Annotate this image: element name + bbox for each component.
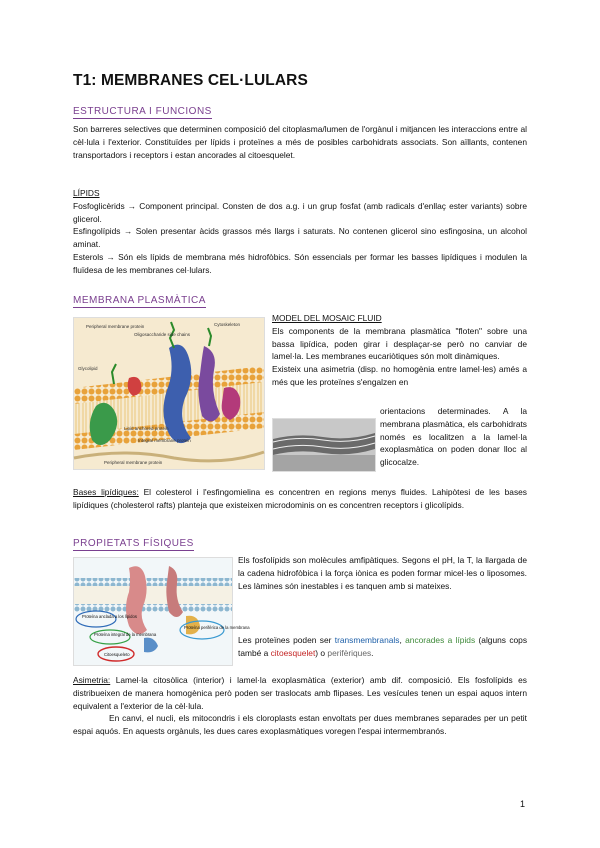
asymmetry-intro: Existeix una asimetria (disp. no homogènia entre lamel·les) amés a més que les proteïnes s'engalzen en <box>272 364 527 387</box>
fig3-label-cytoskeleton: Citoesqueleto <box>104 652 130 657</box>
fig3-label-lipid-anchored: Proteína anclada a los lípidos <box>82 614 137 619</box>
lipids-block <box>73 187 527 277</box>
fig1-label-integral: Integral membrane protein <box>138 438 191 443</box>
lipid-item-fosfogliceric: Fosfoglicèrids → Component principal. Consten de dos a.g. i un grup fosfat (amb radicals d'enllaç ester variants) sobre glicerol. <box>73 200 527 224</box>
fig3-label-integral: Proteína integral de la membrana <box>94 632 157 637</box>
asimetria-paragraph: Asimetria: Lamel·la citosòlica (interior) i lamel·la exoplasmàtica (exterior) amb dif. composició. Els fosfolípids es distribueixen de manera homogènica però poden ser traslocats amb flipases. Les vesícules tenen un espai aquos intern equivalent a l'exterior de la cèl·lula. En canvi, el nucli, els mitocondris i els cloroplasts estan envoltats per dues membranes separades per un petit espai aquós. En aquests orgànuls, les dues cares exoplasmàtiques voregen l'espai intermembranós. <box>73 675 527 737</box>
asimetria-label: Asimetria: <box>73 675 111 685</box>
page-title: T1: MEMBRANES CEL·LULARS <box>73 72 308 89</box>
model-mosaic-text: Els components de la membrana plasmàtica "floten" sobre una bassa lipídica, poden girar i desplaçar-se però no canviar de lamel·la. Les membranes eucariòtiques són molt dinàmiques. <box>272 325 527 362</box>
bases-lipidiques-paragraph: Bases lipídiques: El colesterol i l'esfingomielina es concentren en regions menys fluides. Lahipòtesi de les bases lipídiques (cholesterol rafts) planteja que existeixen microdominis on es concentren receptors i glicolípids. <box>73 487 527 510</box>
asymmetry-rest: orientacions determinades. A la membrana plasmàtica, els carbohidrats només es localitzen a la lamel·la exoplasmàtica on poden donar lloc al glicocalze. <box>380 406 527 468</box>
term-transmembranals: transmembranals <box>334 635 400 645</box>
term-periferiques: perifèriques <box>327 647 372 658</box>
section-heading-propietats: PROPIETATS FÍSIQUES <box>73 538 194 549</box>
fig1-label-oligosaccharide: Oligosaccharide side chains <box>134 332 191 337</box>
section-heading-estructura: ESTRUCTURA I FUNCIONS <box>73 106 212 117</box>
term-ancorades: ancorades a lípids <box>405 635 476 645</box>
protein-types-paragraph: Les proteïnes poden ser transmembranals, ancorades a lípids (alguns cops també a citoesquelet) o perifèriques. <box>238 635 528 658</box>
fig1-label-cytoskeleton: Cytoskeleton <box>214 322 241 327</box>
lipids-heading: LÍPIDS <box>73 188 100 198</box>
micrograph-figure <box>272 418 376 472</box>
model-mosaic-title: MODEL DEL MOSAIC FLUID <box>272 313 382 323</box>
lipid-item-esterol: Esterols → Són els lípids de membrana més hidrofòbics. Són essencials per formar les basses lipídiques i modulen la fluïdesa de les membranes cel·lulars. <box>73 251 527 275</box>
estructura-paragraph: Son barreres selectives que determinen composició del citoplasma/lumen de l'orgànul i mitjancen les interaccions entre al cèl·lula i l'exterior. Constituïdes per lípids i proteïnes a més de posibles carbohidrats associats. Son aïllants, contenen transportadors i receptors i estan ancorades al citoesquelet. <box>73 124 527 160</box>
bases-label: Bases lipídiques: <box>73 487 139 497</box>
nucli-paragraph: En canvi, el nucli, els mitocondris i els cloroplasts estan envoltats per dues membranes separades per un petit espai aquós. En aquests orgànuls, les dues cares exoplasmàtiques voregen l'espai intermembranós. <box>73 713 527 737</box>
lipid-item-esfingolipid: Esfingolípids → Solen presentar àcids grassos més llargs i saturats. No contenen glicerol sino esfingosina, un alcohol aminat. <box>73 226 528 250</box>
propietats-paragraph: Els fosfolípids son molècules amfipàtiques. Segons el pH, la T, la llargada de la cadena hidrofòbica i la força iònica es poden formar micel·les o liposomes. Les làmines són inestables i es tanquen amb si mateixes. <box>238 555 527 591</box>
membrane-proteins-illustration <box>74 558 250 665</box>
fig1-label-peripheral-top: Peripheral membrane protein <box>86 324 145 329</box>
membrane-proteins-figure <box>73 557 250 666</box>
model-mosaic-block <box>272 312 527 389</box>
micrograph-illustration <box>273 419 375 471</box>
fig1-label-glycolipid: Glycolipid <box>78 366 98 371</box>
fig1-label-lipid-anchored: Lipid anchored protein <box>124 426 169 431</box>
page-number: 1 <box>520 799 526 809</box>
fluid-mosaic-figure <box>73 317 265 470</box>
fluid-mosaic-illustration <box>74 318 264 469</box>
term-citoesquelet: citoesquelet <box>270 647 316 658</box>
fig3-label-peripheral: Proteína periférica de la membrana <box>184 625 250 630</box>
section-heading-membrana: MEMBRANA PLASMÀTICA <box>73 295 206 306</box>
fig1-label-peripheral-bottom: Peripheral membrane protein <box>104 460 163 465</box>
